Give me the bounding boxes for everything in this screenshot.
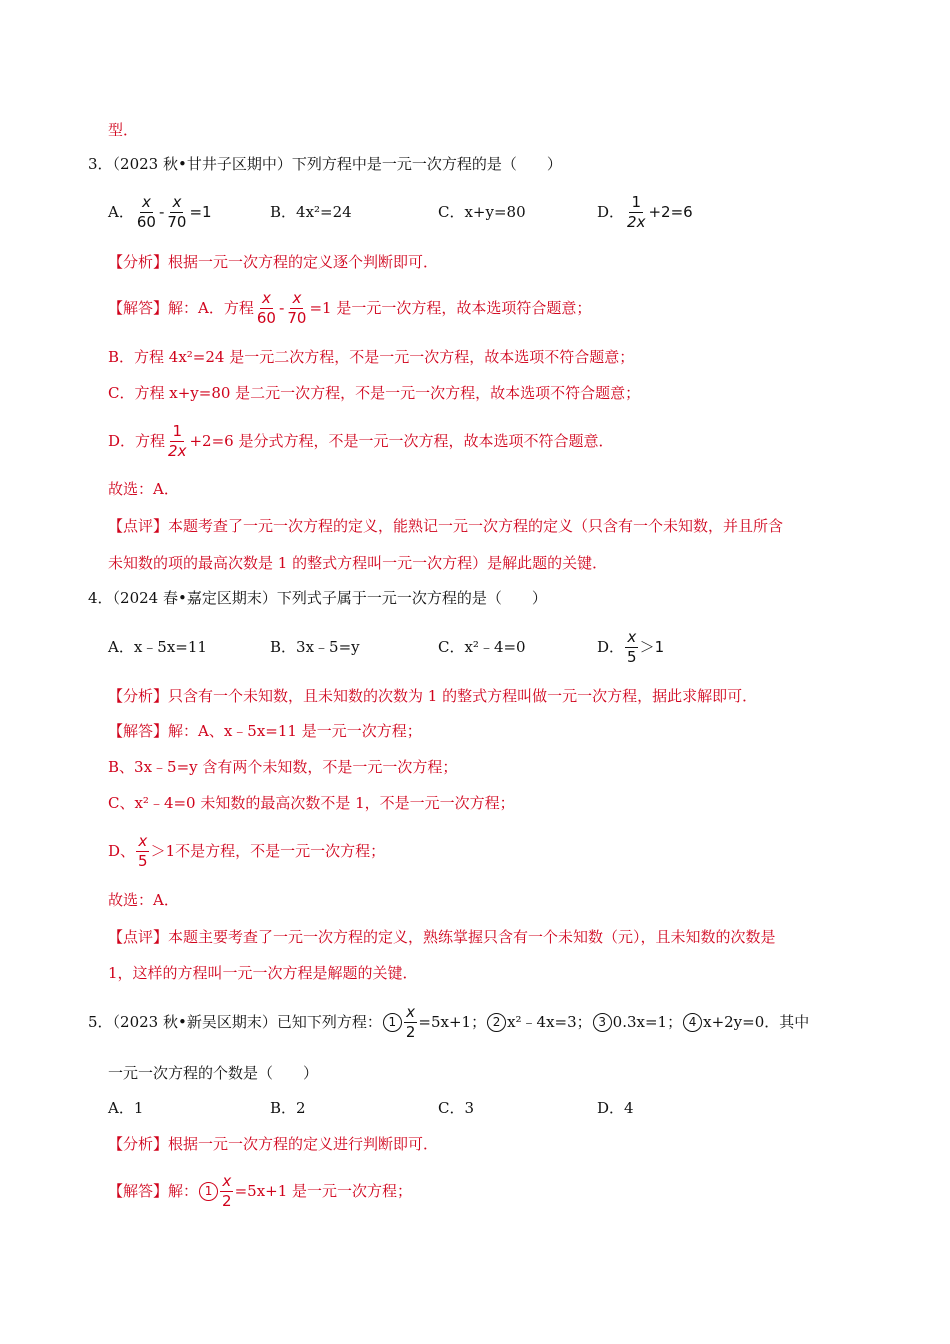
- minus-sign: -: [158, 203, 165, 221]
- question-4-stem: 4．（2024 春•嘉定区期末）下列式子属于一元一次方程的是（ ）: [88, 589, 547, 607]
- comment-tag: 【点评】: [108, 928, 169, 946]
- answer-text: D、: [108, 842, 136, 860]
- q3-option-a: [108, 192, 212, 232]
- fraction-denominator: 2x: [168, 441, 187, 460]
- q4-answer-c: C、x²﹣4=0 未知数的最高次数不是 1，不是一元一次方程；: [108, 794, 515, 812]
- fraction-denominator: 2x: [627, 212, 646, 231]
- circled-number-1: 1: [199, 1182, 218, 1201]
- answer-text: =5x+1 是一元一次方程；: [234, 1182, 413, 1200]
- circled-number-1: 1: [383, 1013, 402, 1032]
- q4-option-c: C．x²﹣4=0: [438, 638, 526, 656]
- fraction-denominator: 5: [138, 851, 148, 870]
- fraction-numerator: x: [627, 627, 637, 646]
- answer-text: 解：: [168, 1182, 199, 1200]
- q3-option-c: C．x+y=80: [438, 203, 526, 221]
- fraction-denominator: 60: [256, 308, 276, 327]
- q4-choice: 故选：A．: [108, 891, 179, 909]
- equation-tail: +2=6: [648, 203, 693, 221]
- q3-comment-2: 未知数的项的最高次数是 1 的整式方程叫一元一次方程）是解此题的关键．: [108, 554, 608, 572]
- option-label: A．: [108, 203, 134, 221]
- q4-option-d: [597, 626, 664, 668]
- q5-option-a: A．1: [108, 1099, 144, 1117]
- q4-comment-2: 1，这样的方程叫一元一次方程是解题的关键．: [108, 964, 418, 982]
- fraction-numerator: x: [292, 288, 302, 307]
- analysis-text: 根据一元一次方程的定义逐个判断即可．: [168, 253, 439, 271]
- analysis-text: 根据一元一次方程的定义进行判断即可．: [168, 1135, 439, 1153]
- answer-text: =1 是一元一次方程，故本选项符合题意；: [309, 299, 592, 317]
- q4-option-b: B．3x﹣5=y: [270, 638, 360, 656]
- fraction-denominator: 70: [167, 212, 187, 231]
- q3-analysis: [108, 252, 438, 272]
- q3-answer-b: B．方程 4x²=24 是一元二次方程，不是一元一次方程，故本选项不符合题意；: [108, 348, 635, 366]
- analysis-tag: 【分析】: [108, 253, 169, 271]
- answer-tag: 【解答】: [108, 299, 169, 317]
- continued-text: 型．: [108, 121, 139, 139]
- q4-option-a: A．x﹣5x=11: [108, 638, 207, 656]
- fraction-numerator: x: [261, 288, 271, 307]
- answer-tag: 【解答】: [108, 722, 169, 740]
- equation-1: =5x+1；: [418, 1013, 487, 1031]
- equation-2: x²﹣4x=3；: [507, 1013, 592, 1031]
- q4-analysis: [108, 686, 757, 706]
- answer-tag: 【解答】: [108, 1182, 169, 1200]
- equation-tail: =1: [189, 203, 212, 221]
- question-5-stem: [88, 1001, 809, 1043]
- q3-option-d: [597, 190, 693, 234]
- fraction-numerator: x: [138, 831, 148, 850]
- fraction-denominator: 2: [405, 1022, 416, 1041]
- answer-text: +2=6 是分式方程，不是一元一次方程，故本选项不符合题意．: [189, 432, 614, 450]
- q4-comment-1: [108, 927, 776, 947]
- q5-analysis: [108, 1134, 438, 1154]
- q5-option-d: D．4: [597, 1099, 634, 1117]
- fraction-numerator: x: [222, 1171, 232, 1190]
- analysis-tag: 【分析】: [108, 687, 169, 705]
- equation-4: x+2y=0．其中: [703, 1013, 810, 1031]
- q4-answer-a: [108, 721, 422, 741]
- question-3-stem: 3．（2023 秋•甘井子区期中）下列方程中是一元一次方程的是（ ）: [88, 155, 562, 173]
- q5-option-b: B．2: [270, 1099, 306, 1117]
- fraction-numerator: 1: [631, 192, 642, 211]
- comment-tag: 【点评】: [108, 517, 169, 535]
- equation-tail: ＞1: [639, 638, 665, 656]
- q3-comment-1: [108, 516, 783, 536]
- answer-text: D．方程: [108, 432, 166, 450]
- stem-text: 5．（2023 秋•新吴区期末）已知下列方程：: [88, 1013, 382, 1031]
- fraction-denominator: 5: [627, 647, 637, 666]
- fraction-denominator: 2: [222, 1191, 232, 1210]
- circled-number-4: 4: [683, 1013, 702, 1032]
- fraction-numerator: x: [406, 1002, 416, 1021]
- option-label: D．: [597, 638, 625, 656]
- q3-answer-c: C．方程 x+y=80 是二元一次方程，不是一元一次方程，故本选项不符合题意；: [108, 384, 641, 402]
- q3-answer-a: [108, 288, 591, 328]
- circled-number-2: 2: [487, 1013, 506, 1032]
- equation-3: 0.3x=1；: [612, 1013, 683, 1031]
- fraction-denominator: 60: [136, 212, 156, 231]
- q5-option-c: C．3: [438, 1099, 475, 1117]
- analysis-text: 只含有一个未知数，且未知数的次数为 1 的整式方程叫做一元一次方程，据此求解即可．: [168, 687, 758, 705]
- option-label: D．: [597, 203, 625, 221]
- analysis-tag: 【分析】: [108, 1135, 169, 1153]
- answer-text: 解：A．方程: [168, 299, 254, 317]
- comment-text: 本题主要考查了一元一次方程的定义，熟练掌握只含有一个未知数（元），且未知数的次数是: [168, 928, 776, 946]
- q3-answer-d: [108, 420, 613, 462]
- fraction-denominator: 70: [287, 308, 307, 327]
- fraction-numerator: 1: [172, 421, 183, 440]
- answer-text: 解：A、x﹣5x=11 是一元一次方程；: [168, 722, 422, 740]
- circled-number-3: 3: [593, 1013, 612, 1032]
- fraction-numerator: x: [172, 192, 182, 211]
- minus-sign: -: [278, 299, 285, 317]
- q5-answer-1: [108, 1170, 412, 1212]
- fraction-numerator: x: [141, 192, 151, 211]
- q4-answer-d: [108, 830, 385, 872]
- q3-option-b: B．4x²=24: [270, 203, 352, 221]
- q4-answer-b: B、3x﹣5=y 含有两个未知数，不是一元一次方程；: [108, 758, 458, 776]
- question-5-stem-2: 一元一次方程的个数是（ ）: [108, 1064, 319, 1082]
- comment-text: 本题考查了一元一次方程的定义，能熟记一元一次方程的定义（只含有一个未知数，并且所含: [168, 517, 784, 535]
- q3-choice: 故选：A．: [108, 480, 179, 498]
- answer-text: ＞1不是方程，不是一元一次方程；: [150, 842, 386, 860]
